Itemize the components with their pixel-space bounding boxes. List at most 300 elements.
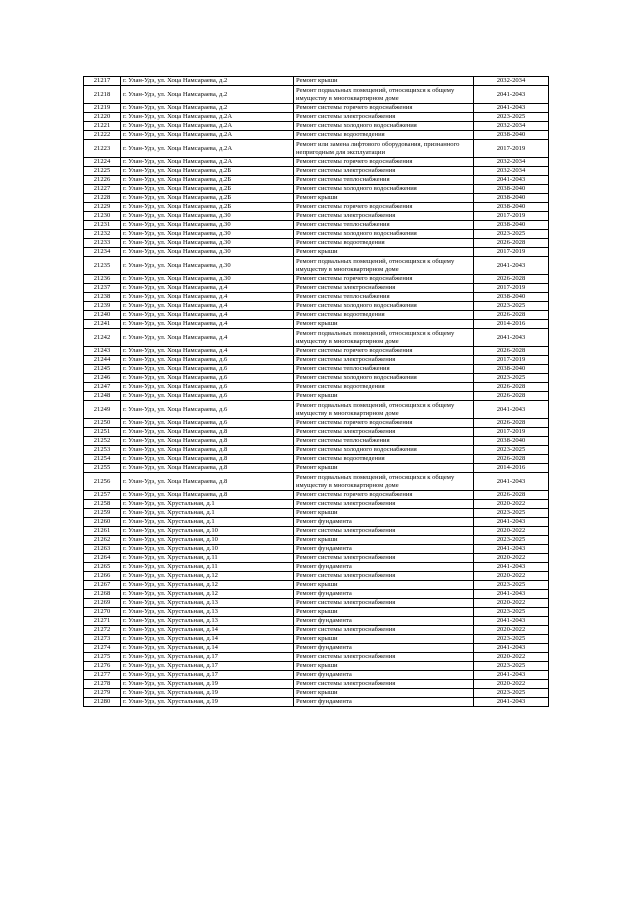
table-row [84,635,549,644]
period-cell: 2014-2016 [474,320,549,329]
address-cell: г. Улан-Удэ, ул. Хоца Намсараева, д.2А [121,131,294,140]
table-row [84,302,549,311]
row-number: 21270 [84,608,121,617]
table-row [84,509,549,518]
address-cell: г. Улан-Удэ, ул. Хоца Намсараева, д.8 [121,437,294,446]
table-row [84,581,549,590]
work-type-cell: Ремонт системы электроснабжения [294,680,474,689]
table-row [84,662,549,671]
row-number: 21224 [84,158,121,167]
work-type-cell: Ремонт системы электроснабжения [294,626,474,635]
table-row [84,473,549,491]
row-number: 21269 [84,599,121,608]
work-type-cell: Ремонт системы горячего водоснабжения [294,158,474,167]
row-number: 21267 [84,581,121,590]
period-cell: 2017-2019 [474,356,549,365]
address-cell: г. Улан-Удэ, ул. Хрустальная, д.12 [121,581,294,590]
period-cell: 2041-2043 [474,176,549,185]
table-row [84,356,549,365]
address-cell: г. Улан-Удэ, ул. Хрустальная, д.13 [121,608,294,617]
table-row [84,590,549,599]
period-cell: 2020-2022 [474,626,549,635]
work-type-cell: Ремонт крыши [294,536,474,545]
table-row [84,284,549,293]
period-cell: 2041-2043 [474,104,549,113]
table-row [84,419,549,428]
table-row [84,608,549,617]
work-type-cell: Ремонт системы теплоснабжения [294,176,474,185]
table-row [84,572,549,581]
address-cell: г. Улан-Удэ, ул. Хоца Намсараева, д.4 [121,329,294,347]
period-cell: 2020-2022 [474,653,549,662]
row-number: 21237 [84,284,121,293]
work-type-cell: Ремонт системы холодного водоснабжения [294,302,474,311]
address-cell: г. Улан-Удэ, ул. Хоца Намсараева, д.2Б [121,203,294,212]
table-row [84,194,549,203]
work-type-cell: Ремонт подвальных помещений, относящихся к общему имуществу в многоквартирном доме [294,473,474,491]
table-row [84,104,549,113]
period-cell: 2041-2043 [474,644,549,653]
table-row [84,527,549,536]
work-type-cell: Ремонт системы горячего водоснабжения [294,275,474,284]
work-type-cell: Ремонт системы электроснабжения [294,212,474,221]
address-cell: г. Улан-Удэ, ул. Хоца Намсараева, д.2Б [121,167,294,176]
work-type-cell: Ремонт фундамента [294,590,474,599]
work-type-cell: Ремонт крыши [294,581,474,590]
address-cell: г. Улан-Удэ, ул. Хоца Намсараева, д.30 [121,221,294,230]
period-cell: 2023-2025 [474,536,549,545]
table-row [84,455,549,464]
work-type-cell: Ремонт системы горячего водоснабжения [294,419,474,428]
work-type-cell: Ремонт крыши [294,608,474,617]
address-cell: г. Улан-Удэ, ул. Хрустальная, д.17 [121,671,294,680]
address-cell: г. Улан-Удэ, ул. Хоца Намсараева, д.6 [121,392,294,401]
row-number: 21264 [84,554,121,563]
table-row [84,554,549,563]
row-number: 21229 [84,203,121,212]
work-type-cell: Ремонт системы холодного водоснабжения [294,446,474,455]
work-type-cell: Ремонт системы теплоснабжения [294,293,474,302]
period-cell: 2038-2040 [474,194,549,203]
work-type-cell: Ремонт системы электроснабжения [294,167,474,176]
row-number: 21234 [84,248,121,257]
address-cell: г. Улан-Удэ, ул. Хоца Намсараева, д.8 [121,491,294,500]
address-cell: г. Улан-Удэ, ул. Хоца Намсараева, д.6 [121,374,294,383]
row-number: 21260 [84,518,121,527]
period-cell: 2041-2043 [474,617,549,626]
address-cell: г. Улан-Удэ, ул. Хоца Намсараева, д.6 [121,365,294,374]
period-cell: 2023-2025 [474,581,549,590]
work-type-cell: Ремонт крыши [294,194,474,203]
address-cell: г. Улан-Удэ, ул. Хоца Намсараева, д.2Б [121,176,294,185]
period-cell: 2014-2016 [474,464,549,473]
table-row [84,374,549,383]
address-cell: г. Улан-Удэ, ул. Хрустальная, д.12 [121,572,294,581]
address-cell: г. Улан-Удэ, ул. Хоца Намсараева, д.4 [121,302,294,311]
table-row [84,617,549,626]
table-row [84,563,549,572]
period-cell: 2020-2022 [474,572,549,581]
period-cell: 2038-2040 [474,221,549,230]
table-row [84,680,549,689]
table-row [84,239,549,248]
row-number: 21275 [84,653,121,662]
repair-schedule-table [83,76,549,707]
work-type-cell: Ремонт подвальных помещений, относящихся к общему имуществу в многоквартирном доме [294,86,474,104]
row-number: 21232 [84,230,121,239]
period-cell: 2038-2040 [474,293,549,302]
period-cell: 2026-2028 [474,491,549,500]
work-type-cell: Ремонт системы электроснабжения [294,599,474,608]
address-cell: г. Улан-Удэ, ул. Хрустальная, д.13 [121,599,294,608]
row-number: 21245 [84,365,121,374]
address-cell: г. Улан-Удэ, ул. Хрустальная, д.12 [121,590,294,599]
work-type-cell: Ремонт крыши [294,464,474,473]
row-number: 21231 [84,221,121,230]
period-cell: 2038-2040 [474,131,549,140]
address-cell: г. Улан-Удэ, ул. Хрустальная, д.11 [121,554,294,563]
row-number: 21268 [84,590,121,599]
table-row [84,491,549,500]
period-cell: 2026-2028 [474,347,549,356]
row-number: 21227 [84,185,121,194]
table-row [84,644,549,653]
row-number: 21276 [84,662,121,671]
table-row [84,437,549,446]
row-number: 21258 [84,500,121,509]
table-row [84,311,549,320]
address-cell: г. Улан-Удэ, ул. Хоца Намсараева, д.4 [121,347,294,356]
work-type-cell: Ремонт системы электроснабжения [294,500,474,509]
row-number: 21233 [84,239,121,248]
table-row [84,248,549,257]
period-cell: 2023-2025 [474,374,549,383]
address-cell: г. Улан-Удэ, ул. Хрустальная, д.10 [121,527,294,536]
row-number: 21241 [84,320,121,329]
row-number: 21251 [84,428,121,437]
work-type-cell: Ремонт системы водоотведения [294,455,474,464]
table-row [84,167,549,176]
address-cell: г. Улан-Удэ, ул. Хрустальная, д.19 [121,689,294,698]
period-cell: 2017-2019 [474,248,549,257]
period-cell: 2038-2040 [474,185,549,194]
row-number: 21230 [84,212,121,221]
row-number: 21238 [84,293,121,302]
address-cell: г. Улан-Удэ, ул. Хоца Намсараева, д.2 [121,77,294,86]
period-cell: 2023-2025 [474,662,549,671]
row-number: 21254 [84,455,121,464]
address-cell: г. Улан-Удэ, ул. Хрустальная, д.1 [121,509,294,518]
period-cell: 2032-2034 [474,167,549,176]
address-cell: г. Улан-Удэ, ул. Хрустальная, д.1 [121,500,294,509]
row-number: 21277 [84,671,121,680]
table-row [84,536,549,545]
address-cell: г. Улан-Удэ, ул. Хоца Намсараева, д.30 [121,230,294,239]
row-number: 21273 [84,635,121,644]
address-cell: г. Улан-Удэ, ул. Хоца Намсараева, д.8 [121,446,294,455]
address-cell: г. Улан-Удэ, ул. Хоца Намсараева, д.30 [121,239,294,248]
table-row [84,626,549,635]
row-number: 21256 [84,473,121,491]
period-cell: 2026-2028 [474,311,549,320]
address-cell: г. Улан-Удэ, ул. Хоца Намсараева, д.6 [121,401,294,419]
row-number: 21253 [84,446,121,455]
work-type-cell: Ремонт фундамента [294,563,474,572]
period-cell: 2026-2028 [474,383,549,392]
row-number: 21217 [84,77,121,86]
table-row [84,158,549,167]
table-row [84,203,549,212]
period-cell: 2020-2022 [474,527,549,536]
address-cell: г. Улан-Удэ, ул. Хоца Намсараева, д.8 [121,428,294,437]
work-type-cell: Ремонт системы горячего водоснабжения [294,203,474,212]
address-cell: г. Улан-Удэ, ул. Хоца Намсараева, д.2А [121,140,294,158]
period-cell: 2041-2043 [474,563,549,572]
work-type-cell: Ремонт системы электроснабжения [294,356,474,365]
period-cell: 2023-2025 [474,230,549,239]
work-type-cell: Ремонт или замена лифтового оборудования, признанного непригодным для эксплуатации [294,140,474,158]
period-cell: 2041-2043 [474,671,549,680]
row-number: 21247 [84,383,121,392]
table-row [84,500,549,509]
period-cell: 2017-2019 [474,212,549,221]
period-cell: 2032-2034 [474,77,549,86]
table-row [84,671,549,680]
period-cell: 2023-2025 [474,509,549,518]
table-row [84,86,549,104]
row-number: 21228 [84,194,121,203]
work-type-cell: Ремонт системы водоотведения [294,311,474,320]
period-cell: 2041-2043 [474,257,549,275]
address-cell: г. Улан-Удэ, ул. Хрустальная, д.14 [121,626,294,635]
period-cell: 2026-2028 [474,392,549,401]
table-body [84,77,549,707]
table-row [84,221,549,230]
table-row [84,383,549,392]
address-cell: г. Улан-Удэ, ул. Хрустальная, д.1 [121,518,294,527]
address-cell: г. Улан-Удэ, ул. Хрустальная, д.14 [121,644,294,653]
period-cell: 2041-2043 [474,473,549,491]
row-number: 21272 [84,626,121,635]
period-cell: 2023-2025 [474,689,549,698]
table-row [84,230,549,239]
work-type-cell: Ремонт фундамента [294,518,474,527]
work-type-cell: Ремонт фундамента [294,545,474,554]
table-row [84,140,549,158]
row-number: 21279 [84,689,121,698]
period-cell: 2023-2025 [474,608,549,617]
row-number: 21246 [84,374,121,383]
work-type-cell: Ремонт крыши [294,392,474,401]
row-number: 21239 [84,302,121,311]
row-number: 21249 [84,401,121,419]
row-number: 21222 [84,131,121,140]
period-cell: 2041-2043 [474,86,549,104]
work-type-cell: Ремонт системы водоотведения [294,383,474,392]
work-type-cell: Ремонт крыши [294,662,474,671]
address-cell: г. Улан-Удэ, ул. Хоца Намсараева, д.2Б [121,194,294,203]
address-cell: г. Улан-Удэ, ул. Хоца Намсараева, д.2А [121,113,294,122]
period-cell: 2038-2040 [474,203,549,212]
work-type-cell: Ремонт системы холодного водоснабжения [294,185,474,194]
row-number: 21259 [84,509,121,518]
address-cell: г. Улан-Удэ, ул. Хоца Намсараева, д.6 [121,419,294,428]
row-number: 21226 [84,176,121,185]
table-row [84,698,549,707]
address-cell: г. Улан-Удэ, ул. Хоца Намсараева, д.30 [121,248,294,257]
period-cell: 2038-2040 [474,437,549,446]
address-cell: г. Улан-Удэ, ул. Хоца Намсараева, д.4 [121,311,294,320]
address-cell: г. Улан-Удэ, ул. Хрустальная, д.13 [121,617,294,626]
table-row [84,131,549,140]
work-type-cell: Ремонт системы электроснабжения [294,428,474,437]
table-row [84,518,549,527]
table-row [84,428,549,437]
address-cell: г. Улан-Удэ, ул. Хоца Намсараева, д.8 [121,455,294,464]
work-type-cell: Ремонт фундамента [294,644,474,653]
row-number: 21252 [84,437,121,446]
row-number: 21235 [84,257,121,275]
address-cell: г. Улан-Удэ, ул. Хрустальная, д.10 [121,545,294,554]
row-number: 21240 [84,311,121,320]
address-cell: г. Улан-Удэ, ул. Хоца Намсараева, д.2 [121,104,294,113]
period-cell: 2020-2022 [474,554,549,563]
row-number: 21223 [84,140,121,158]
row-number: 21221 [84,122,121,131]
period-cell: 2026-2028 [474,239,549,248]
work-type-cell: Ремонт системы холодного водоснабжения [294,122,474,131]
work-type-cell: Ремонт системы горячего водоснабжения [294,491,474,500]
table-row [84,113,549,122]
work-type-cell: Ремонт системы горячего водоснабжения [294,104,474,113]
work-type-cell: Ремонт системы электроснабжения [294,554,474,563]
row-number: 21265 [84,563,121,572]
period-cell: 2020-2022 [474,599,549,608]
table-row [84,77,549,86]
work-type-cell: Ремонт системы теплоснабжения [294,365,474,374]
period-cell: 2041-2043 [474,518,549,527]
row-number: 21274 [84,644,121,653]
work-type-cell: Ремонт подвальных помещений, относящихся к общему имуществу в многоквартирном доме [294,329,474,347]
period-cell: 2023-2025 [474,113,549,122]
work-type-cell: Ремонт крыши [294,77,474,86]
period-cell: 2017-2019 [474,428,549,437]
period-cell: 2026-2028 [474,275,549,284]
row-number: 21271 [84,617,121,626]
address-cell: г. Улан-Удэ, ул. Хоца Намсараева, д.2Б [121,185,294,194]
address-cell: г. Улан-Удэ, ул. Хоца Намсараева, д.6 [121,356,294,365]
work-type-cell: Ремонт системы электроснабжения [294,284,474,293]
work-type-cell: Ремонт крыши [294,320,474,329]
row-number: 21220 [84,113,121,122]
work-type-cell: Ремонт системы электроснабжения [294,113,474,122]
work-type-cell: Ремонт системы горячего водоснабжения [294,347,474,356]
table-row [84,257,549,275]
address-cell: г. Улан-Удэ, ул. Хрустальная, д.19 [121,680,294,689]
address-cell: г. Улан-Удэ, ул. Хоца Намсараева, д.4 [121,284,294,293]
period-cell: 2041-2043 [474,590,549,599]
work-type-cell: Ремонт системы теплоснабжения [294,437,474,446]
period-cell: 2017-2019 [474,284,549,293]
table-row [84,446,549,455]
address-cell: г. Улан-Удэ, ул. Хоца Намсараева, д.6 [121,383,294,392]
row-number: 21243 [84,347,121,356]
row-number: 21219 [84,104,121,113]
address-cell: г. Улан-Удэ, ул. Хоца Намсараева, д.2 [121,86,294,104]
table-row [84,545,549,554]
address-cell: г. Улан-Удэ, ул. Хоца Намсараева, д.8 [121,473,294,491]
row-number: 21262 [84,536,121,545]
work-type-cell: Ремонт системы теплоснабжения [294,221,474,230]
work-type-cell: Ремонт системы холодного водоснабжения [294,230,474,239]
address-cell: г. Улан-Удэ, ул. Хрустальная, д.10 [121,536,294,545]
row-number: 21263 [84,545,121,554]
work-type-cell: Ремонт системы холодного водоснабжения [294,374,474,383]
table-row [84,689,549,698]
period-cell: 2020-2022 [474,680,549,689]
row-number: 21280 [84,698,121,707]
address-cell: г. Улан-Удэ, ул. Хрустальная, д.14 [121,635,294,644]
period-cell: 2023-2025 [474,635,549,644]
work-type-cell: Ремонт фундамента [294,671,474,680]
address-cell: г. Улан-Удэ, ул. Хрустальная, д.11 [121,563,294,572]
work-type-cell: Ремонт подвальных помещений, относящихся к общему имуществу в многоквартирном доме [294,257,474,275]
period-cell: 2023-2025 [474,302,549,311]
address-cell: г. Улан-Удэ, ул. Хоца Намсараева, д.30 [121,257,294,275]
table-row [84,122,549,131]
period-cell: 2032-2034 [474,122,549,131]
address-cell: г. Улан-Удэ, ул. Хоца Намсараева, д.4 [121,320,294,329]
table-row [84,347,549,356]
table-row [84,176,549,185]
work-type-cell: Ремонт системы электроснабжения [294,653,474,662]
row-number: 21255 [84,464,121,473]
work-type-cell: Ремонт крыши [294,509,474,518]
period-cell: 2020-2022 [474,500,549,509]
period-cell: 2041-2043 [474,545,549,554]
period-cell: 2032-2034 [474,158,549,167]
row-number: 21244 [84,356,121,365]
period-cell: 2041-2043 [474,329,549,347]
period-cell: 2026-2028 [474,419,549,428]
period-cell: 2041-2043 [474,401,549,419]
period-cell: 2017-2019 [474,140,549,158]
work-type-cell: Ремонт крыши [294,248,474,257]
address-cell: г. Улан-Удэ, ул. Хоца Намсараева, д.4 [121,293,294,302]
row-number: 21266 [84,572,121,581]
address-cell: г. Улан-Удэ, ул. Хоца Намсараева, д.2А [121,122,294,131]
row-number: 21278 [84,680,121,689]
address-cell: г. Улан-Удэ, ул. Хоца Намсараева, д.8 [121,464,294,473]
address-cell: г. Улан-Удэ, ул. Хрустальная, д.19 [121,698,294,707]
address-cell: г. Улан-Удэ, ул. Хоца Намсараева, д.30 [121,212,294,221]
work-type-cell: Ремонт системы водоотведения [294,131,474,140]
table-row [84,212,549,221]
table-row [84,329,549,347]
table-row [84,464,549,473]
table-row [84,320,549,329]
period-cell: 2041-2043 [474,698,549,707]
row-number: 21261 [84,527,121,536]
row-number: 21257 [84,491,121,500]
row-number: 21236 [84,275,121,284]
address-cell: г. Улан-Удэ, ул. Хрустальная, д.17 [121,653,294,662]
row-number: 21248 [84,392,121,401]
table-row [84,185,549,194]
row-number: 21225 [84,167,121,176]
work-type-cell: Ремонт системы водоотведения [294,239,474,248]
period-cell: 2038-2040 [474,365,549,374]
